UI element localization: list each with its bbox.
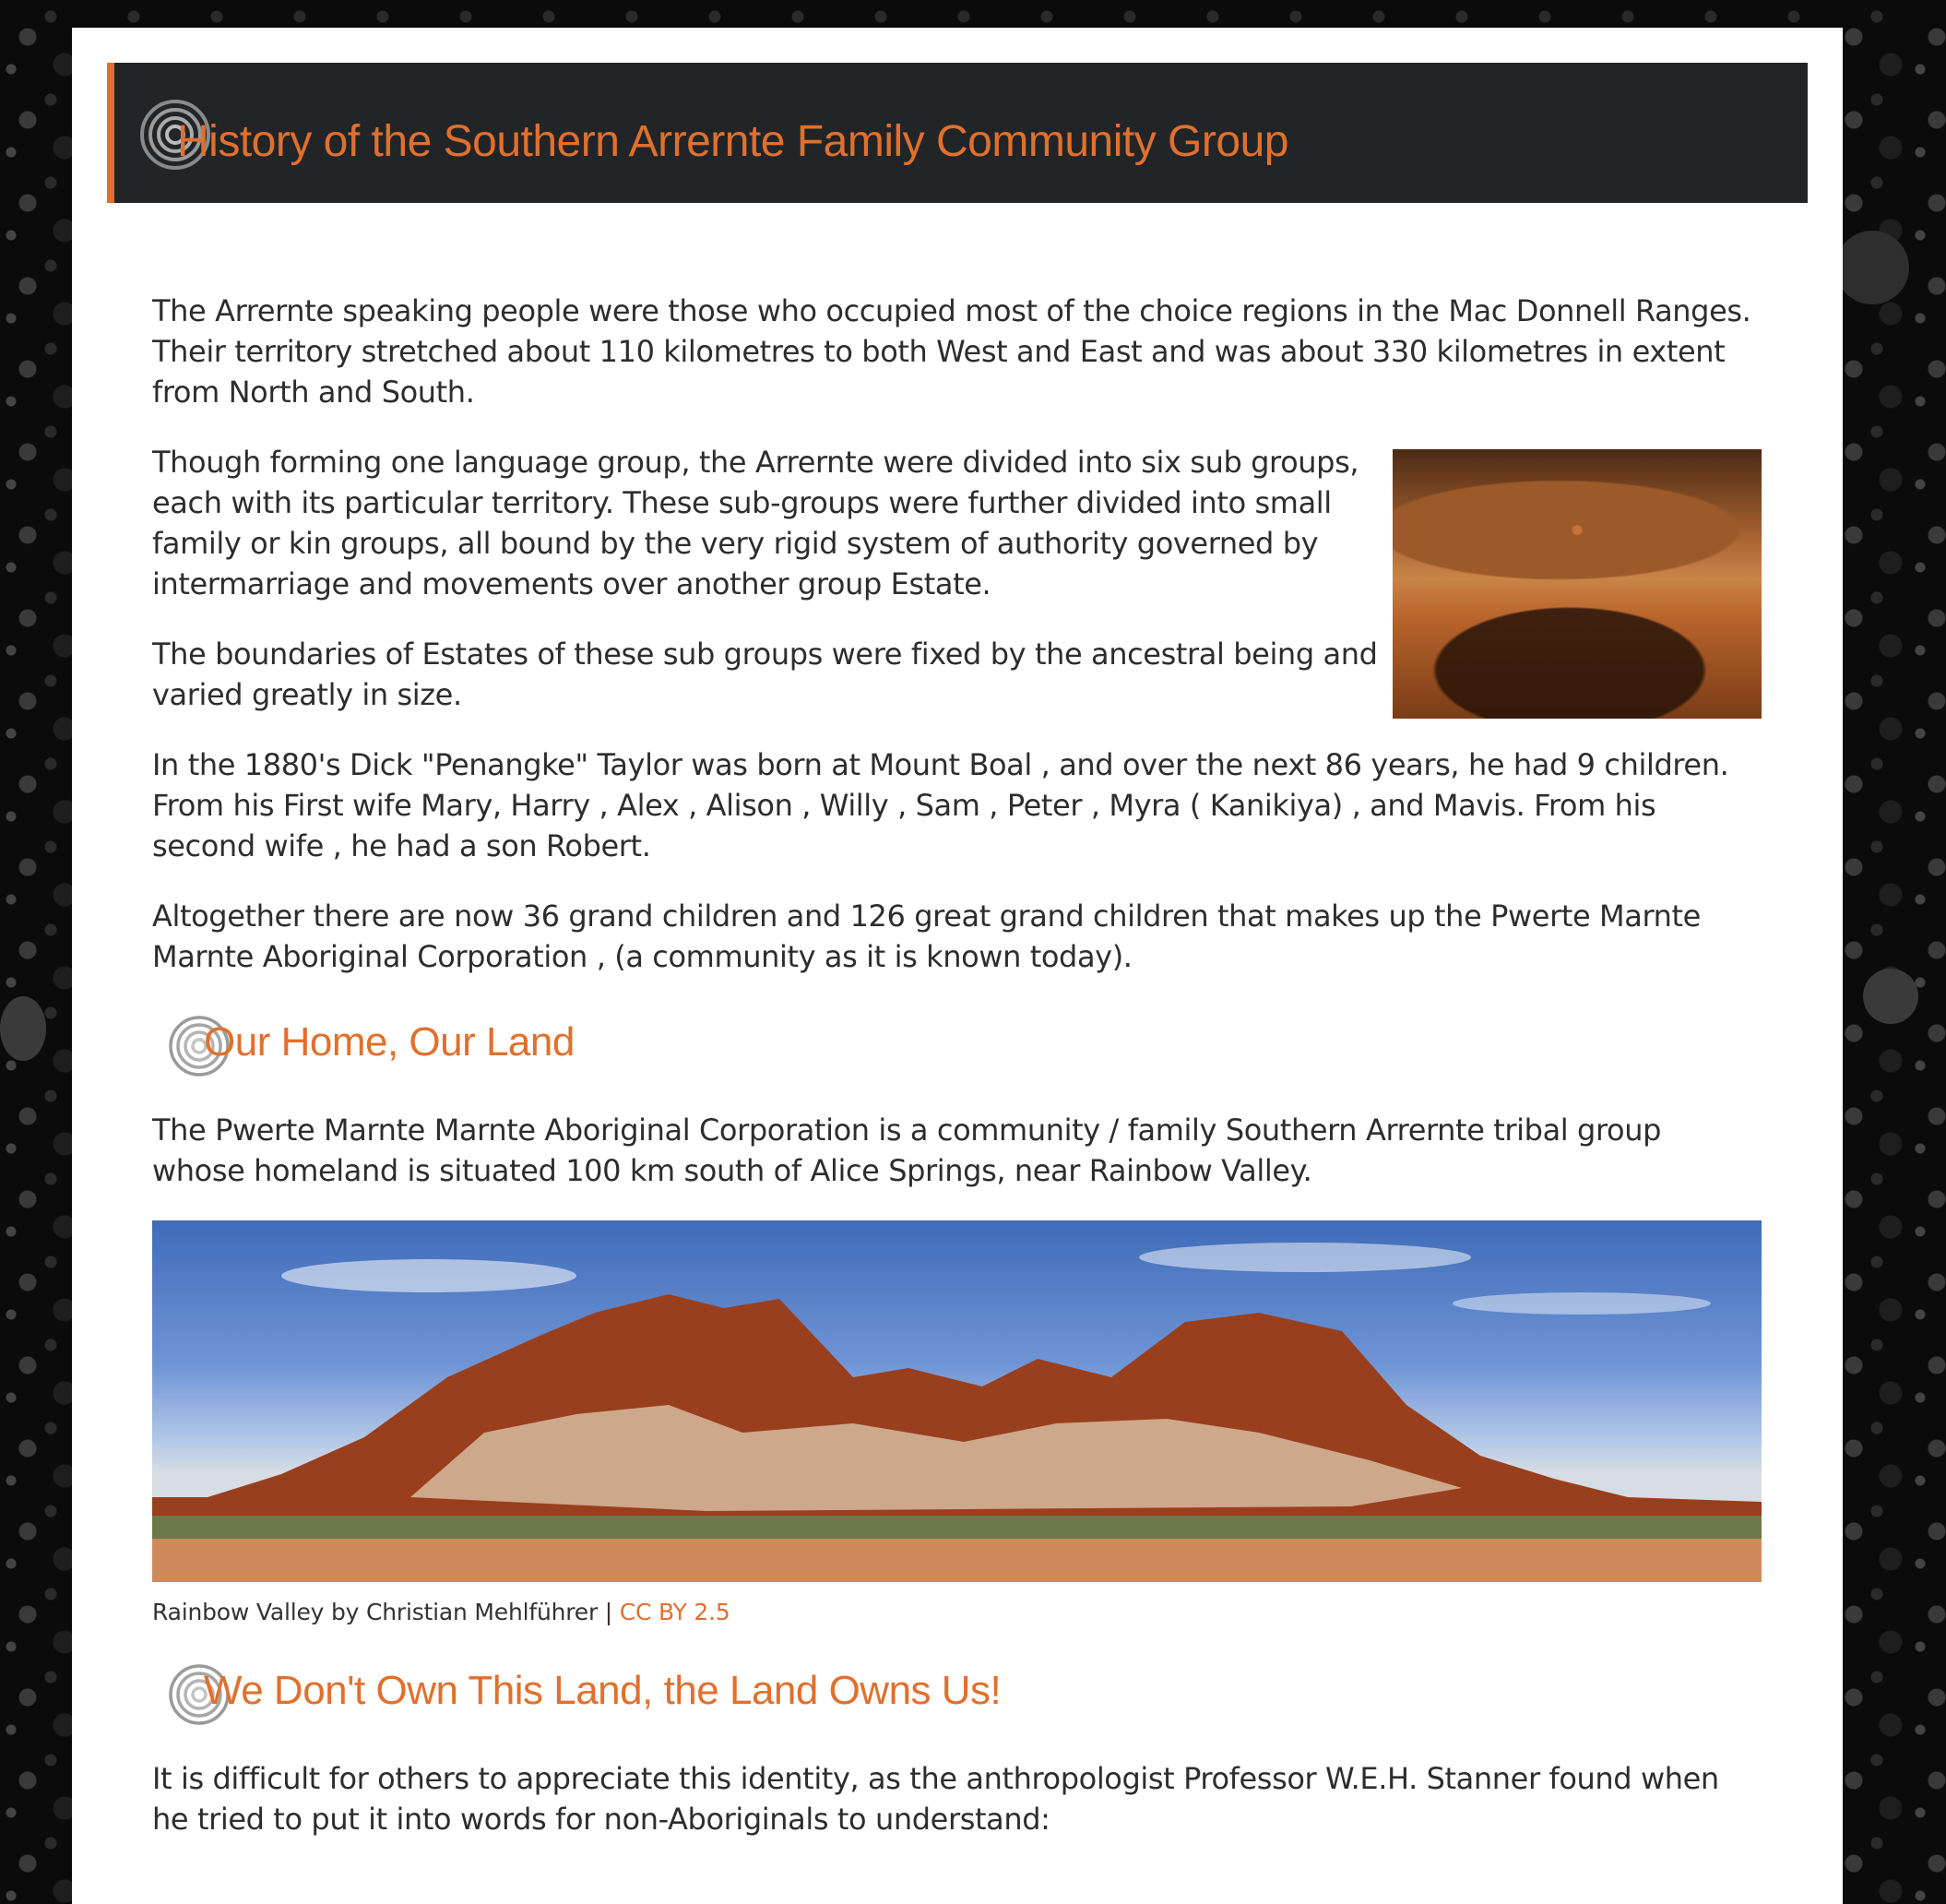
home-paragraph: The Pwerte Marnte Marnte Aboriginal Corporation is a community / family Southern Arrernte tribal group whose homeland is situated 100 km south of Alice Springs, near Rainbow Valley.	[152, 1113, 1661, 1188]
intro-paragraph-1: The Arrernte speaking people were those who occupied most of the choice regions in the Mac Donnell Ranges. Their territory stretched about 110 kilometres to both West and East and was about 330 kilometres in extent from North and South.	[152, 293, 1751, 410]
section-title: Our Home, Our Land	[204, 1019, 575, 1065]
page-title: History of the Southern Arrernte Family Community Group	[177, 117, 1288, 166]
article-body	[152, 291, 1762, 1869]
background-dot	[1835, 231, 1909, 304]
ceremony-photo	[1393, 449, 1762, 719]
background-dot	[0, 996, 46, 1061]
page-content-card	[72, 28, 1843, 1904]
intro-paragraph-5: Altogether there are now 36 grand children and 126 great grand children that makes up the Pwerte Marnte Marnte Aboriginal Corporation , (a community as it is known today).	[152, 898, 1701, 974]
section-heading-home	[152, 1019, 1762, 1084]
title-banner	[107, 63, 1808, 203]
rainbow-valley-photo	[152, 1220, 1762, 1582]
land-paragraph: It is difficult for others to appreciate this identity, as the anthropologist Professor W.E.H. Stanner found when he tried to put it into words for non-Aboriginals to understand:	[152, 1761, 1719, 1837]
intro-paragraph-4: In the 1880's Dick "Penangke" Taylor was born at Mount Boal , and over the next 86 years, he had 9 children. From his First wife Mary, Harry , Alex , Alison , Willy , Sam , Peter , Myra ( Kanikiya) , and Mavis. From his second wife , he had a son Robert.	[152, 747, 1729, 863]
section-title: We Don't Own This Land, the Land Owns Us!	[204, 1668, 1002, 1713]
intro-paragraph-2: Though forming one language group, the Arrernte were divided into six sub groups, each with its particular territory. These sub-groups were further divided into small family or kin groups, all bound by the very rigid system of authority governed by intermarriage and movements over another group Estate.	[152, 445, 1359, 601]
caption-text: Rainbow Valley by Christian Mehlführer |	[152, 1599, 612, 1625]
rainbow-valley-illustration	[152, 1220, 1762, 1582]
photo-caption	[152, 1599, 1762, 1625]
background-dot	[1863, 969, 1918, 1024]
license-link[interactable]: CC BY 2.5	[619, 1599, 730, 1625]
section-heading-land	[152, 1668, 1762, 1732]
intro-paragraph-3: The boundaries of Estates of these sub groups were fixed by the ancestral being and varied greatly in size.	[152, 637, 1378, 712]
